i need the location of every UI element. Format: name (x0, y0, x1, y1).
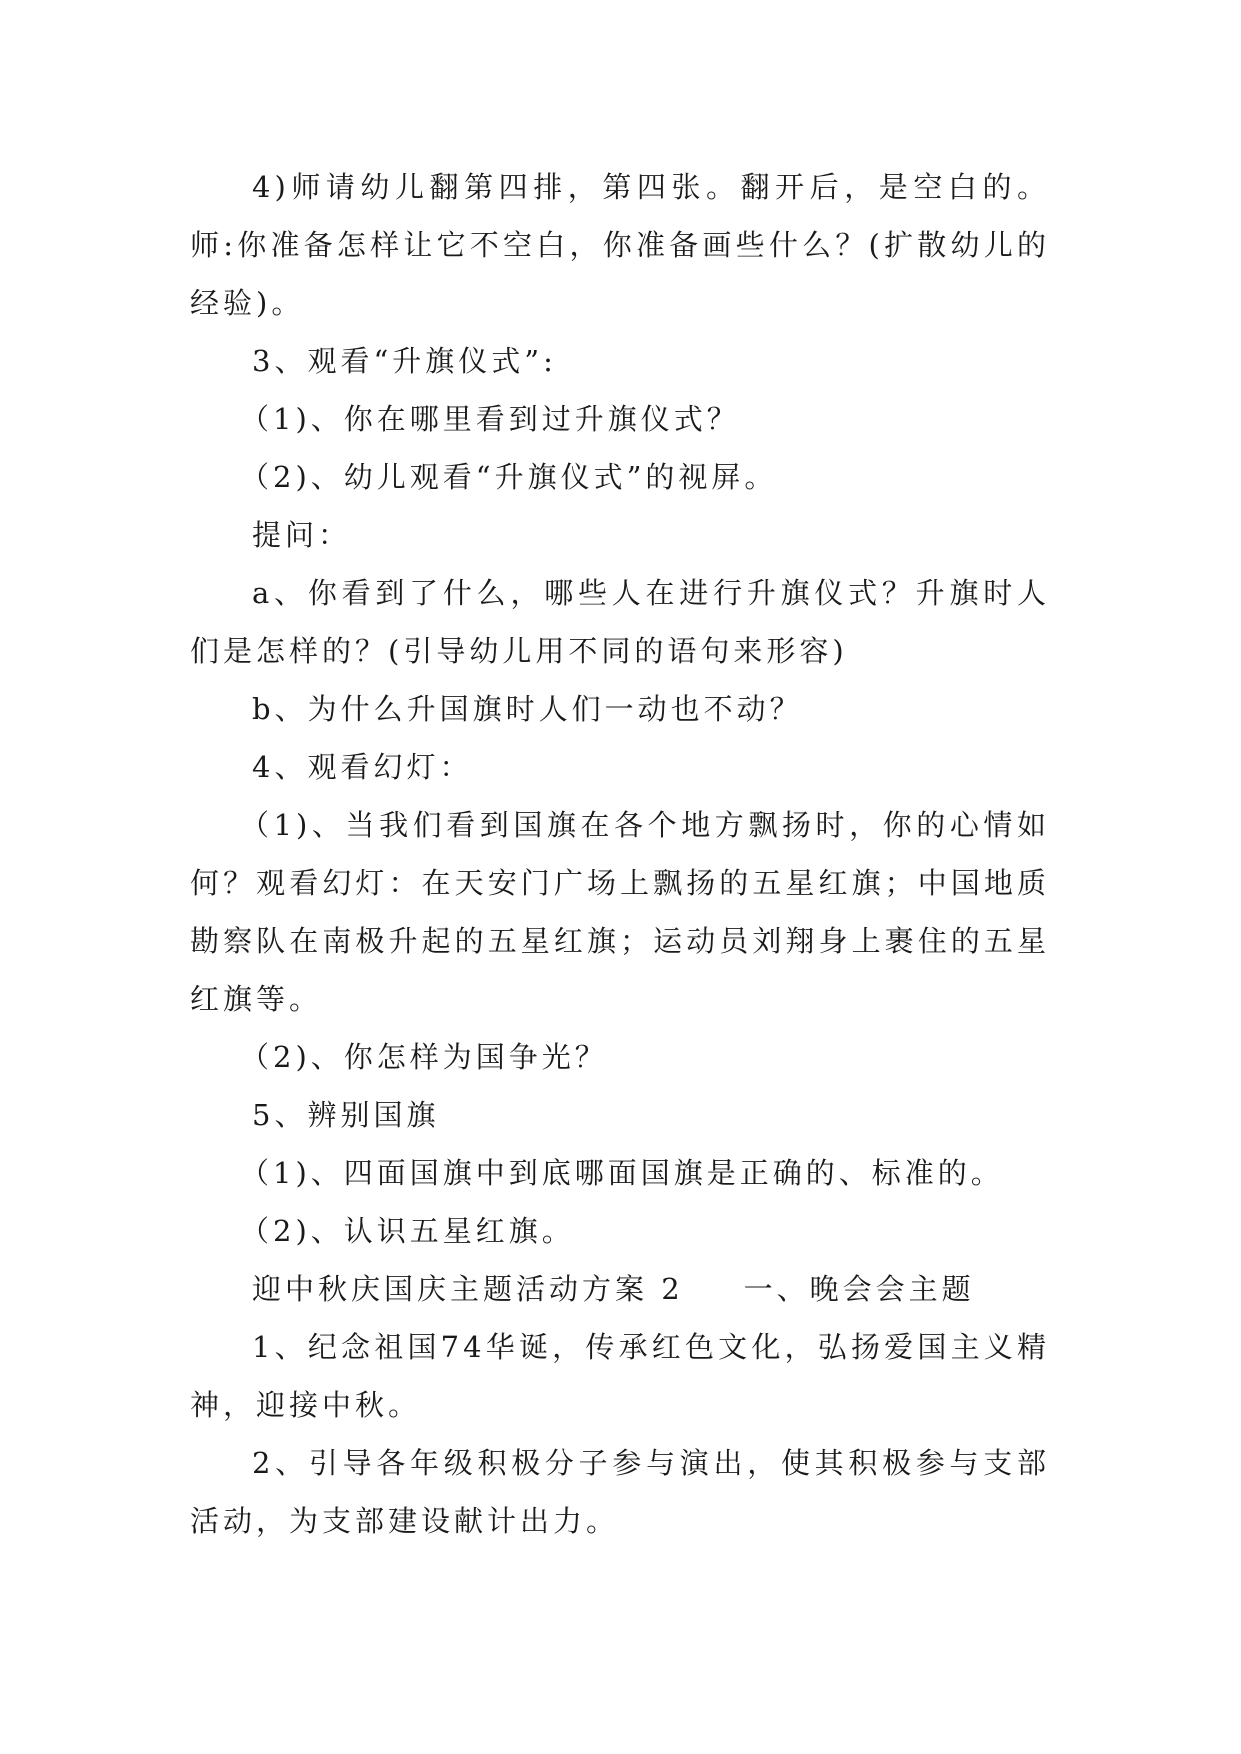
paragraph-four-flags: （1)、四面国旗中到底哪面国旗是正确的、标准的。 (240, 1156, 1004, 1190)
paragraph-watch-video: （2)、幼儿观看“升旗仪式”的视屏。 (240, 460, 778, 494)
paragraph-flag-feelings: （1)、当我们看到国旗在各个地方飘扬时，你的心情如何？观看幻灯：在天安门广场上飘扬的五星红旗；中国地质勘察队在南极升起的五星红旗；运动员刘翔身上裹住的五星红旗等。 (190, 808, 1050, 1016)
paragraph-watch-flag-raising: 3、观看“升旗仪式”: (252, 344, 557, 378)
section-subtitle: 一、晚会会主题 (743, 1272, 975, 1306)
paragraph-question-a: a、你看到了什么，哪些人在进行升旗仪式？升旗时人们是怎样的？(引导幼儿用不同的语句来形容) (190, 576, 1050, 668)
paragraph-questions-label: 提问： (252, 518, 352, 552)
document-body (190, 158, 1050, 1550)
paragraph-guide-activists: 2、引导各年级积极分子参与演出，使其积极参与支部活动，为支部建设献计出力。 (190, 1446, 1050, 1538)
paragraph-teacher-flip-card: 4)师请幼儿翻第四排，第四张。翻开后，是空白的。师:你准备怎样让它不空白，你准备画些什么？(扩散幼儿的经验)。 (190, 170, 1050, 320)
section-heading-line (190, 1260, 1050, 1318)
section-title: 迎中秋庆国庆主题活动方案 2 (252, 1272, 684, 1306)
paragraph-win-glory: （2)、你怎样为国争光？ (240, 1040, 608, 1074)
paragraph-five-star-flag: （2)、认识五星红旗。 (240, 1214, 575, 1248)
paragraph-question-b: b、为什么升国旗时人们一动也不动？ (252, 692, 803, 726)
paragraph-where-seen: （1)、你在哪里看到过升旗仪式？ (240, 402, 740, 436)
paragraph-commemorate: 1、纪念祖国74华诞，传承红色文化，弘扬爱国主义精神，迎接中秋。 (190, 1330, 1050, 1422)
paragraph-watch-slides: 4、观看幻灯： (252, 750, 473, 784)
paragraph-identify-flag: 5、辨别国旗 (252, 1098, 440, 1132)
